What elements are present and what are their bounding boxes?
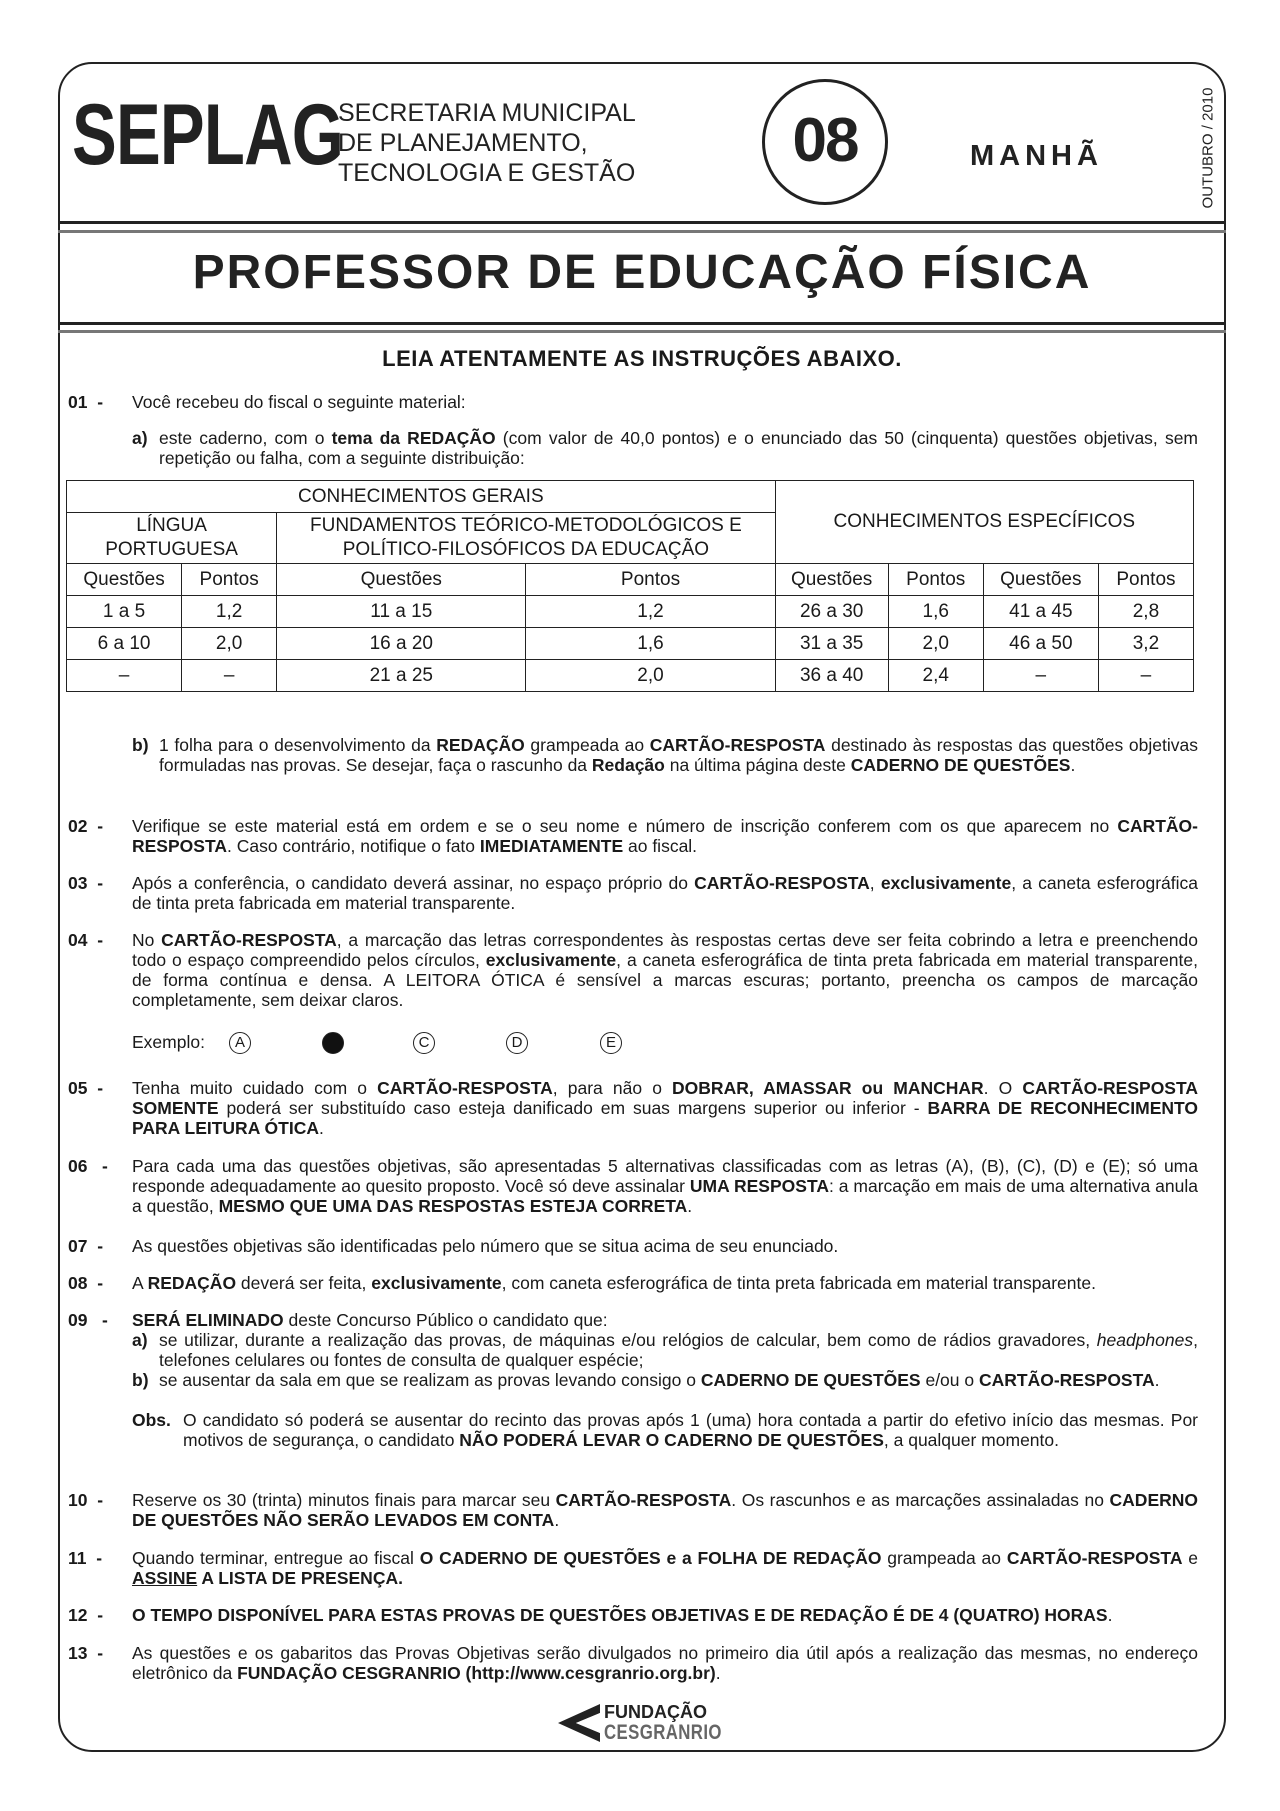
divider <box>58 322 1226 325</box>
marking-example <box>132 1032 205 1053</box>
col-header: Pontos <box>182 564 277 596</box>
table-row: 1 a 5 1,2 11 a 15 1,2 26 a 30 1,6 41 a 45 2,8 <box>67 596 1194 628</box>
table-header-general: CONHECIMENTOS GERAIS <box>67 481 776 513</box>
col-header: Questões <box>983 564 1098 596</box>
header <box>58 62 1226 222</box>
instruction-01: 01 - Você recebeu do fiscal o seguinte material: <box>68 392 466 412</box>
table-row: 6 a 10 2,0 16 a 20 1,6 31 a 35 2,0 46 a 50 3,2 <box>67 628 1194 660</box>
table-header-specific: CONHECIMENTOS ESPECÍFICOS <box>775 481 1193 564</box>
table-header-fundamentos: FUNDAMENTOS TEÓRICO-METODOLÓGICOS E POLÍTICO-FILOSÓFICOS DA EDUCAÇÃO <box>277 513 775 564</box>
cesgranrio-arrow-icon <box>556 1702 602 1744</box>
instruction-09-obs: Obs. O candidato só poderá se ausentar do recinto das provas após 1 (uma) hora contada a partir do efetivo início das mesmas. Por motivos de segurança, o candidato NÃO PODERÁ LEVAR O CADERNO DE QUESTÕES, a qualquer momento. <box>132 1410 1198 1450</box>
organization-name: SECRETARIA MUNICIPAL DE PLANEJAMENTO, TECNOLOGIA E GESTÃO <box>338 99 636 187</box>
instruction-11: 11 - Quando terminar, entregue ao fiscal O CADERNO DE QUESTÕES e a FOLHA DE REDAÇÃO grampeada ao CARTÃO-RESPOSTA e ASSINE A LISTA DE PRESENÇA. <box>68 1548 1198 1588</box>
instruction-06: 06 - Para cada uma das questões objetivas, são apresentadas 5 alternativas classificadas com as letras (A), (B), (C), (D) e (E); só uma responde adequadamente ao quesito proposto. Você só deve assinalar UMA RESPOSTA: a marcação em mais de uma alternativa anula a questão, MESMO QUE UMA DAS RESPOSTAS ESTEJA CORRETA. <box>68 1156 1198 1216</box>
instruction-01a: a) este caderno, com o tema da REDAÇÃO (com valor de 40,0 pontos) e o enunciado das 50 (cinquenta) questões objetivas, sem repetição ou falha, com a seguinte distribuição: <box>132 428 1198 468</box>
instruction-09a: a) se utilizar, durante a realização das provas, de máquinas e/ou relógios de calcular, bem como de rádios gravadores, headphones, telefones celulares ou fontes de consulta de qualquer espécie; <box>132 1330 1198 1370</box>
instruction-05: 05 - Tenha muito cuidado com o CARTÃO-RESPOSTA, para não o DOBRAR, AMASSAR ou MANCHAR. O CARTÃO-RESPOSTA SOMENTE poderá ser substituído caso esteja danificado em suas margens superior ou inferior - BARRA DE RECONHECIMENTO PARA LEITURA ÓTICA. <box>68 1078 1199 1138</box>
seplag-logo: SEPLAG <box>72 87 344 183</box>
score-distribution-table <box>66 480 1194 692</box>
page-title: PROFESSOR DE EDUCAÇÃO FÍSICA <box>192 246 1092 299</box>
option-b-bubble-filled <box>322 1032 344 1054</box>
option-a-bubble: A <box>229 1032 251 1054</box>
instruction-02: 02 - Verifique se este material está em ordem e se o seu nome e número de inscrição conferem com os que aparecem no CARTÃO-RESPOSTA. Caso contrário, notifique o fato IMEDIATAMENTE ao fiscal. <box>68 816 1198 856</box>
col-header: Questões <box>67 564 182 596</box>
divider <box>58 221 1226 224</box>
option-e-bubble: E <box>600 1032 622 1054</box>
option-c-bubble: C <box>413 1032 435 1054</box>
instruction-13: 13 - As questões e os gabaritos das Provas Objetivas serão divulgados no primeiro dia útil após a realização das mesmas, no endereço eletrônico da FUNDAÇÃO CESGRANRIO (http://www.cesgranrio.org.br). <box>68 1643 1198 1683</box>
col-header: Questões <box>277 564 526 596</box>
divider <box>58 230 1226 233</box>
col-header: Questões <box>775 564 888 596</box>
example-label: Exemplo: <box>132 1032 205 1052</box>
instruction-09b: b) se ausentar da sala em que se realizam as provas levando consigo o CADERNO DE QUESTÕES e/ou o CARTÃO-RESPOSTA. <box>132 1370 1160 1390</box>
divider <box>58 330 1226 333</box>
exam-shift: MANHÃ <box>970 140 1103 172</box>
exam-date: OUTUBRO / 2010 <box>1199 87 1217 209</box>
table-row: – – 21 a 25 2,0 36 a 40 2,4 – – <box>67 660 1194 692</box>
instructions-heading: LEIA ATENTAMENTE AS INSTRUÇÕES ABAIXO. <box>382 346 902 371</box>
col-header: Pontos <box>888 564 983 596</box>
instruction-03: 03 - Após a conferência, o candidato deverá assinar, no espaço próprio do CARTÃO-RESPOSTA, exclusivamente, a caneta esferográfica de tinta preta fabricada em material transparente. <box>68 873 1198 913</box>
instruction-10: 10 - Reserve os 30 (trinta) minutos finais para marcar seu CARTÃO-RESPOSTA. Os rascunhos e as marcações assinaladas no CADERNO DE QUESTÕES NÃO SERÃO LEVADOS EM CONTA. <box>68 1490 1199 1530</box>
table-header-lingua: LÍNGUA PORTUGUESA <box>67 513 277 564</box>
instruction-04: 04 - No CARTÃO-RESPOSTA, a marcação das letras correspondentes às respostas certas deve ser feita cobrindo a letra e preenchendo todo o espaço compreendido pelos círculos, exclusivamente, a caneta esferográfica de tinta preta fabricada em material transparente, de forma contínua e densa. A LEITORA ÓTICA é sensível a marcas escuras; portanto, preencha os campos de marcação completamente, sem deixar claros. <box>68 930 1199 1010</box>
instruction-12: 12 - O TEMPO DISPONÍVEL PARA ESTAS PROVAS DE QUESTÕES OBJETIVAS E DE REDAÇÃO É DE 4 (QUATRO) HORAS. <box>68 1605 1113 1625</box>
instruction-07: 07 - As questões objetivas são identificadas pelo número que se situa acima de seu enunciado. <box>68 1236 839 1256</box>
cesgranrio-logo: FUNDAÇÃO CESGRANRIO <box>556 1700 716 1746</box>
col-header: Pontos <box>526 564 775 596</box>
instruction-01b: b) 1 folha para o desenvolvimento da REDAÇÃO grampeada ao CARTÃO-RESPOSTA destinado às respostas das questões objetivas formuladas nas provas. Se desejar, faça o rascunho da Redação na última página deste CADERNO DE QUESTÕES. <box>132 735 1199 775</box>
instruction-09: 09 - SERÁ ELIMINADO deste Concurso Público o candidato que: <box>68 1310 608 1330</box>
option-d-bubble: D <box>506 1032 528 1054</box>
instruction-08: 08 - A REDAÇÃO deverá ser feita, exclusivamente, com caneta esferográfica de tinta preta fabricada em material transparente. <box>68 1273 1096 1293</box>
col-header: Pontos <box>1098 564 1193 596</box>
booklet-number: 08 <box>762 79 888 205</box>
